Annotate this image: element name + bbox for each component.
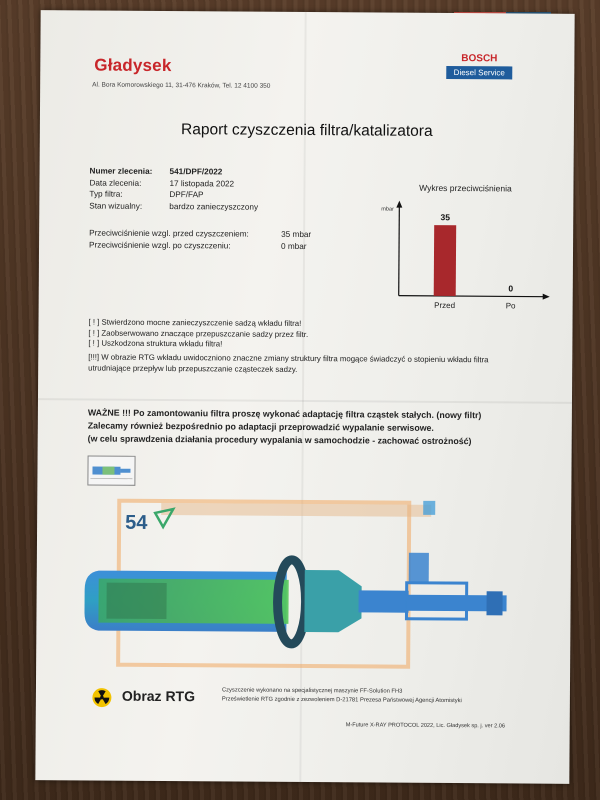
xray-part-label: 54: [125, 511, 148, 534]
pressure-after-value: 0 mbar: [281, 241, 307, 252]
finding-item: [ ! ] Stwierdzono mocne zanieczyszczenie sadzą wkładu filtra!: [88, 317, 302, 328]
chart-title: Wykres przeciwciśnienia: [419, 182, 512, 194]
report-sheet: [35, 10, 574, 784]
filter-type-value: DPF/FAP: [169, 190, 204, 200]
chart-value-label: 0: [508, 283, 514, 294]
xray-thumbnail: [87, 455, 135, 485]
finding-item: [ ! ] Uszkodzona struktura wkładu filtra!: [88, 338, 223, 349]
chart-category-label: Po: [505, 301, 516, 311]
company-address: Al. Bora Komorowskiego 11, 31-476 Kraków, Tel. 12 4100 350: [92, 81, 271, 90]
chart-y-axis: [399, 205, 400, 296]
diesel-service-badge: Diesel Service: [446, 66, 512, 79]
paper-fold-horizontal: [38, 398, 572, 404]
filter-type-label: Typ filtra:: [89, 189, 123, 199]
chart-bar-przed: [434, 225, 456, 296]
pressure-info: [89, 228, 311, 254]
filter-clamp: [277, 560, 306, 644]
xray-thumbnail-image: [88, 456, 134, 484]
xray-marker-icon: [155, 509, 173, 527]
protocol-line: M-Future X-RAY PROTOCOL 2022, Lic. Gładysek sp. j. ver 2.06: [345, 722, 506, 730]
filter-outlet-cone: [304, 570, 361, 632]
xray-tray: [161, 503, 431, 517]
order-number-label: Numer zlecenia:: [89, 166, 153, 176]
pressure-after-label: Przeciwciśnienie wzgl. po czyszczeniu:: [89, 240, 231, 251]
report-title: Raport czyszczenia filtra/katalizatora: [181, 121, 433, 140]
xray-image: [76, 484, 537, 677]
sensor-bracket: [409, 553, 429, 583]
rtg-title: Obraz RTG: [121, 687, 196, 705]
important-warning: [88, 406, 528, 447]
tray-clip: [423, 501, 435, 515]
visual-state-value: bardzo zanieczyszczony: [169, 201, 259, 212]
chart-category-label: Przed: [434, 300, 456, 311]
chart-y-arrow-icon: [396, 201, 402, 208]
order-date-label: Data zlecenia:: [89, 177, 142, 188]
order-date-value: 17 listopada 2022: [169, 178, 235, 189]
warning-line: (w celu sprawdzenia działania procedury wypalania w samochodzie - zachować ostrożność): [87, 433, 472, 446]
chart-value-label: 35: [440, 212, 451, 223]
company-logo: Gładysek: [94, 55, 172, 76]
soot-region: [106, 583, 166, 619]
visual-state-label: Stan wizualny:: [89, 200, 143, 211]
footer-note: [222, 686, 462, 705]
footer-note-line: Prześwietlenie RTG zgodnie z zezwoleniem D-21781 Prezesa Państwowej Agencji Atomistyki: [221, 695, 462, 704]
pipe-flange: [486, 591, 502, 615]
warning-line: WAŻNE !!! Po zamontowaniu filtra proszę wykonać adaptację filtra cząstek stałych. (nowy filtr): [87, 407, 482, 421]
chart-y-axis-label: mbar: [381, 206, 394, 213]
bosch-logo: [446, 53, 512, 79]
chart-x-arrow-icon: [543, 294, 550, 300]
order-number-value: 541/DPF/2022: [169, 167, 223, 177]
outlet-pipe: [358, 590, 408, 612]
visual-state-row: [89, 201, 258, 214]
pressure-chart: [361, 170, 562, 316]
finding-item: [ ! ] Zaobserwowano znaczące przepuszczanie sadzy przez filtr.: [88, 327, 309, 339]
bosch-name: BOSCH: [461, 53, 498, 65]
pressure-after-row: [89, 240, 311, 254]
pressure-before-label: Przeciwciśnienie wzgl. przed czyszczeniem:: [89, 228, 249, 239]
chart-x-axis: [399, 296, 546, 297]
rtg-note: [!!!] W obrazie RTG wkładu uwidoczniono znaczne zmiany struktury filtra mogące świadczyć o stopieniu wkładu filtra utrudniające przepływ lub przepuszczanie cząsteczek sadzy.: [88, 352, 489, 374]
radiation-icon: [92, 688, 112, 708]
findings-list: [88, 317, 308, 350]
pressure-before-value: 35 mbar: [281, 229, 312, 240]
warning-line: Zalecamy również bezpośrednio po adaptacji przeprowadzić wypalanie serwisowe.: [87, 420, 434, 433]
order-info: [89, 166, 258, 213]
footer-note-line: Czyszczenie wykonano na specjalistycznej maszynie FF-Solution FH3: [221, 687, 403, 695]
